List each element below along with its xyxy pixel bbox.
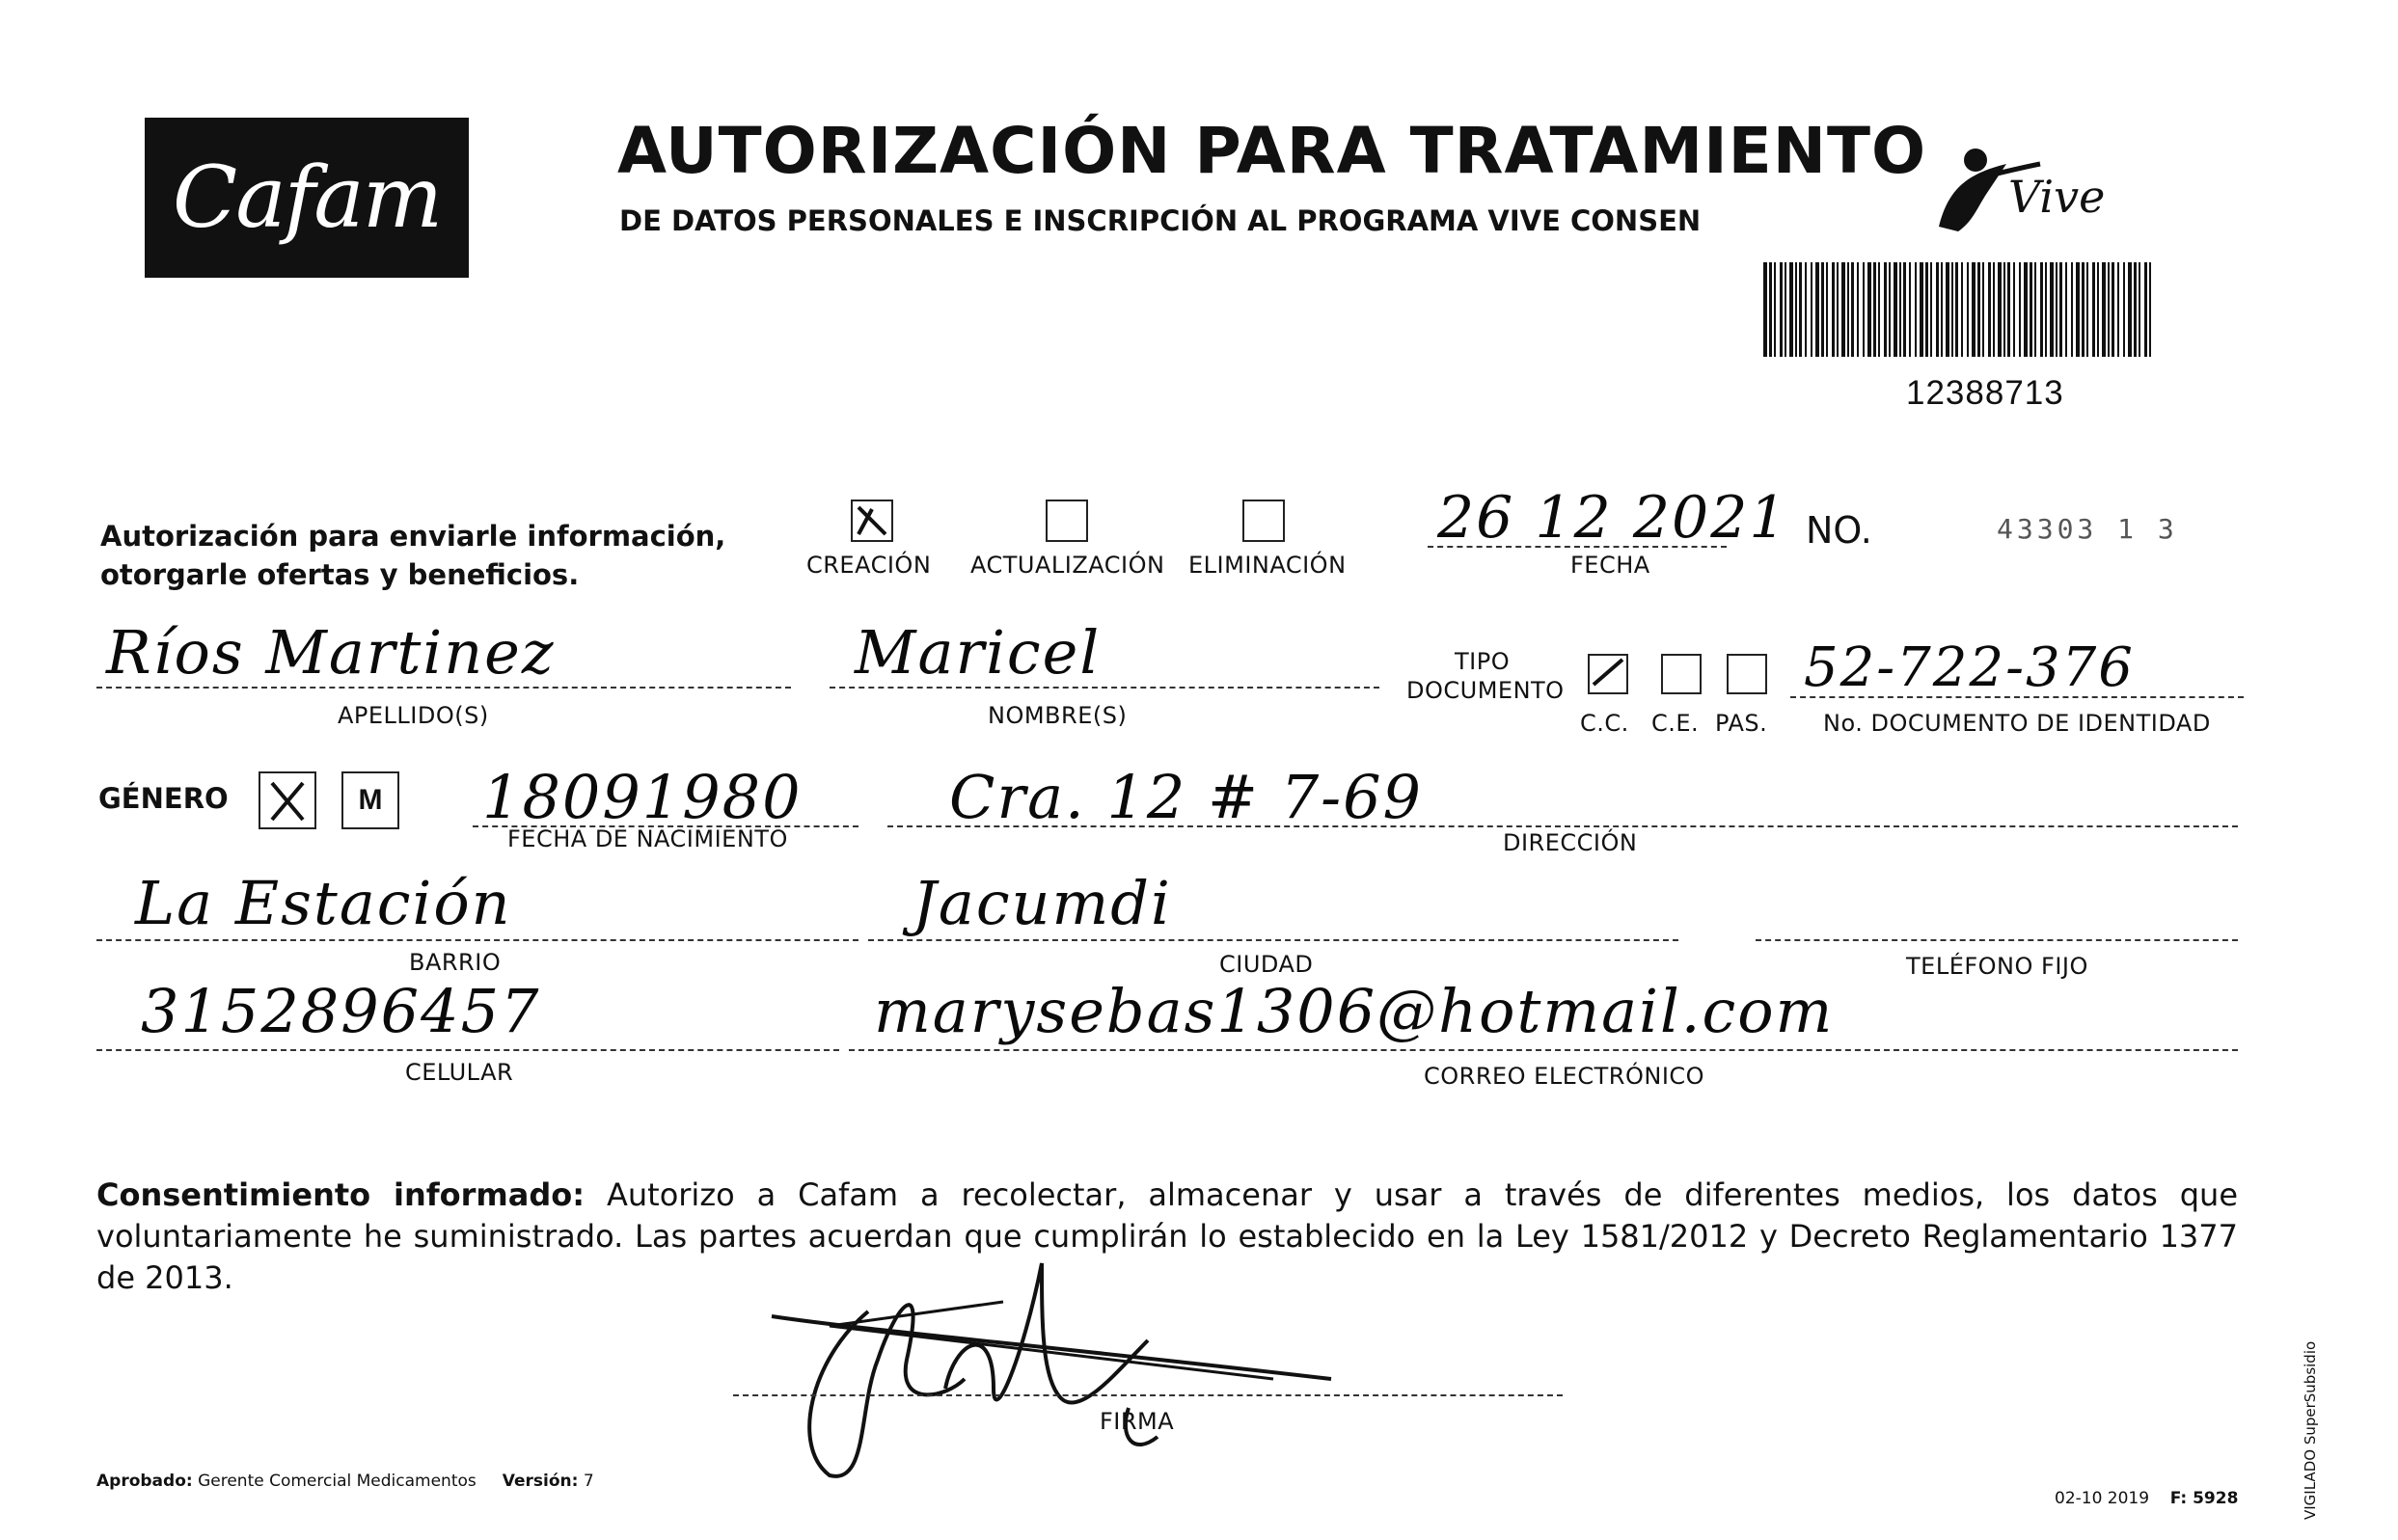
barcode-bar (1847, 262, 1849, 357)
barcode-bar (1955, 262, 1958, 357)
fecha-value[interactable]: 26 12 2021 (1437, 484, 1788, 552)
barcode-bar (1837, 262, 1839, 357)
barcode-bar (2117, 262, 2119, 357)
barrio-label: BARRIO (409, 949, 502, 976)
barcode-bar (1967, 262, 1969, 357)
barcode-bar (2097, 262, 2099, 357)
fecha-label: FECHA (1570, 552, 1650, 579)
barcode-bar (1988, 262, 1991, 357)
barcode-number: 12388713 (1906, 374, 2064, 412)
barcode-bar (2112, 262, 2114, 357)
genero-label: GÉNERO (98, 782, 229, 815)
ciudad-value[interactable]: Jacumdi (913, 868, 1172, 938)
barcode-bar (1915, 262, 1917, 357)
supersubsidio-seal (2296, 1292, 2325, 1524)
barcode-bar (2007, 262, 2010, 357)
barcode-bar (2149, 262, 2151, 357)
cc-label: C.C. (1580, 710, 1629, 737)
barcode (1763, 262, 2159, 357)
barcode-bar (2056, 262, 2057, 357)
form-subtitle: DE DATOS PERSONALES E INSCRIPCIÓN AL PROGRAMA VIVE CONSEN (619, 204, 1702, 237)
no-value: 43303 1 3 (1997, 513, 2178, 545)
barcode-bar (2128, 262, 2132, 357)
barcode-bar (2003, 262, 2005, 357)
barcode-bar (1951, 262, 1953, 357)
barcode-bar (2134, 262, 2137, 357)
barcode-bar (2045, 262, 2047, 357)
barcode-bar (1884, 262, 1887, 357)
barcode-bar (1993, 262, 1995, 357)
barcode-bar (1774, 262, 1776, 357)
barcode-bar (1795, 262, 1797, 357)
email-value[interactable]: marysebas1306@hotmail.com (874, 976, 1835, 1046)
barcode-bar (2139, 262, 2140, 357)
check-mark-icon (853, 501, 891, 540)
barcode-bar (1930, 262, 1932, 357)
doc-number-label: No. DOCUMENTO DE IDENTIDAD (1823, 710, 2211, 737)
barcode-bar (2034, 262, 2036, 357)
barcode-bar (1878, 262, 1880, 357)
authorization-label-line2: otorgarle ofertas y beneficios. (100, 558, 580, 591)
barcode-bar (1841, 262, 1845, 357)
authorization-label-line1: Autorización para enviarle información, (100, 520, 726, 553)
form-code: F: 5928 (2169, 1489, 2239, 1508)
telefono-label: TELÉFONO FIJO (1906, 953, 2088, 980)
consent-text: Autorizo a Cafam a recolectar, almacenar y usar a través de diferentes medios, los datos que voluntariamente he suministrado. Las partes acuerdan que cumplirán lo establecido en la Ley 1581/2012 y Decreto Reglamentario 1377 de 2013. (96, 1176, 2239, 1296)
gender-m-checkbox[interactable]: M (341, 771, 399, 829)
barcode-bar (1977, 262, 1980, 357)
barcode-bar (2144, 262, 2147, 357)
barcode-bar (2050, 262, 2054, 357)
vive-logo (1920, 135, 2151, 251)
barcode-bar (1811, 262, 1812, 357)
pas-checkbox[interactable] (1727, 654, 1767, 694)
ce-checkbox[interactable] (1661, 654, 1702, 694)
cafam-logo: Cafam (145, 118, 469, 278)
birth-date-label: FECHA DE NACIMIENTO (507, 825, 788, 852)
version-label: Versión: (502, 1472, 579, 1491)
barcode-bar (1832, 262, 1835, 357)
supersubsidio-text: VIGILADO SuperSubsidio (2302, 1340, 2319, 1520)
barcode-bar (2102, 262, 2106, 357)
signature-label: FIRMA (1100, 1408, 1175, 1435)
barcode-bar (2082, 262, 2085, 357)
barcode-bar (1851, 262, 1854, 357)
barcode-bar (1936, 262, 1939, 357)
barcode-bar (2013, 262, 2015, 357)
address-value[interactable]: Cra. 12 # 7-69 (949, 762, 1424, 832)
footer-approval (96, 1472, 594, 1491)
aprobado-value: Gerente Comercial Medicamentos (198, 1472, 477, 1491)
barcode-bar (2019, 262, 2021, 357)
cc-checkbox[interactable] (1588, 654, 1628, 694)
barcode-bar (1826, 262, 1828, 357)
vive-logo-head-icon (1964, 149, 1987, 172)
no-label: NO. (1806, 509, 1872, 552)
celular-value[interactable]: 3152896457 (141, 976, 541, 1046)
barcode-bar (1920, 262, 1923, 357)
signature-scribble (752, 1244, 1350, 1485)
address-label: DIRECCIÓN (1503, 829, 1638, 856)
authorization-label (100, 517, 725, 594)
form-title: AUTORIZACIÓN PARA TRATAMIENTO (617, 114, 1927, 188)
eliminacion-checkbox[interactable] (1242, 500, 1285, 542)
nombres-value[interactable]: Maricel (855, 617, 1102, 688)
barcode-bar (1863, 262, 1865, 357)
celular-label: CELULAR (405, 1059, 514, 1086)
barrio-value[interactable]: La Estación (135, 868, 512, 938)
barcode-bar (2108, 262, 2110, 357)
barcode-bar (1972, 262, 1976, 357)
barcode-bar (1894, 262, 1897, 357)
footer-codes (2055, 1489, 2238, 1508)
barcode-bar (2024, 262, 2028, 357)
birth-date-value[interactable]: 18091980 (482, 762, 803, 832)
barcode-bar (1799, 262, 1802, 357)
apellidos-value[interactable]: Ríos Martinez (106, 617, 556, 688)
barcode-bar (1873, 262, 1876, 357)
barcode-bar (2086, 262, 2088, 357)
barcode-bar (1780, 262, 1783, 357)
version-value: 7 (583, 1472, 594, 1491)
email-label: CORREO ELECTRÓNICO (1424, 1063, 1705, 1090)
barcode-bar (1998, 262, 2002, 357)
pas-label: PAS. (1715, 710, 1768, 737)
vive-logo-text: Vive (2008, 171, 2106, 223)
barcode-bar (2123, 262, 2125, 357)
barcode-bar (1763, 262, 1767, 357)
barcode-bar (1909, 262, 1911, 357)
barcode-bar (1961, 262, 1963, 357)
date-code: 02-10 2019 (2055, 1489, 2150, 1508)
consent-heading: Consentimiento informado: (96, 1176, 586, 1213)
check-mark-icon (260, 773, 314, 827)
barcode-bar (1889, 262, 1891, 357)
doc-number-value[interactable]: 52-722-376 (1804, 636, 2135, 699)
barcode-bar (1789, 262, 1793, 357)
barcode-bar (2076, 262, 2080, 357)
barcode-bar (1946, 262, 1949, 357)
actualizacion-checkbox[interactable] (1046, 500, 1088, 542)
barcode-bar (2071, 262, 2073, 357)
barcode-bar (1821, 262, 1824, 357)
creacion-label: CREACIÓN (806, 552, 932, 579)
check-mark-icon (1590, 656, 1626, 692)
tipo-label: TIPO (1455, 648, 1511, 675)
barcode-bar (1857, 262, 1859, 357)
barcode-bar (1941, 262, 1943, 357)
ce-label: C.E. (1651, 710, 1700, 737)
barcode-bar (2059, 262, 2062, 357)
documento-label: DOCUMENTO (1406, 677, 1565, 704)
barcode-bar (2065, 262, 2067, 357)
actualizacion-label: ACTUALIZACIÓN (970, 552, 1165, 579)
barcode-bar (1982, 262, 1984, 357)
eliminacion-label: ELIMINACIÓN (1188, 552, 1347, 579)
gender-f-checkbox[interactable] (259, 771, 316, 829)
barcode-bar (1899, 262, 1901, 357)
barcode-bar (2030, 262, 2032, 357)
barcode-bar (1815, 262, 1819, 357)
barcode-bar (1785, 262, 1786, 357)
barcode-bar (1867, 262, 1871, 357)
barcode-bar (1903, 262, 1906, 357)
creacion-checkbox[interactable] (851, 500, 893, 542)
barcode-bar (1769, 262, 1772, 357)
apellidos-label: APELLIDO(S) (338, 702, 489, 729)
barcode-bar (1805, 262, 1807, 357)
barcode-bar (2092, 262, 2095, 357)
ciudad-label: CIUDAD (1219, 951, 1314, 978)
aprobado-label: Aprobado: (96, 1472, 193, 1491)
barcode-bar (2040, 262, 2043, 357)
nombres-label: NOMBRE(S) (988, 702, 1128, 729)
barcode-bar (1925, 262, 1928, 357)
